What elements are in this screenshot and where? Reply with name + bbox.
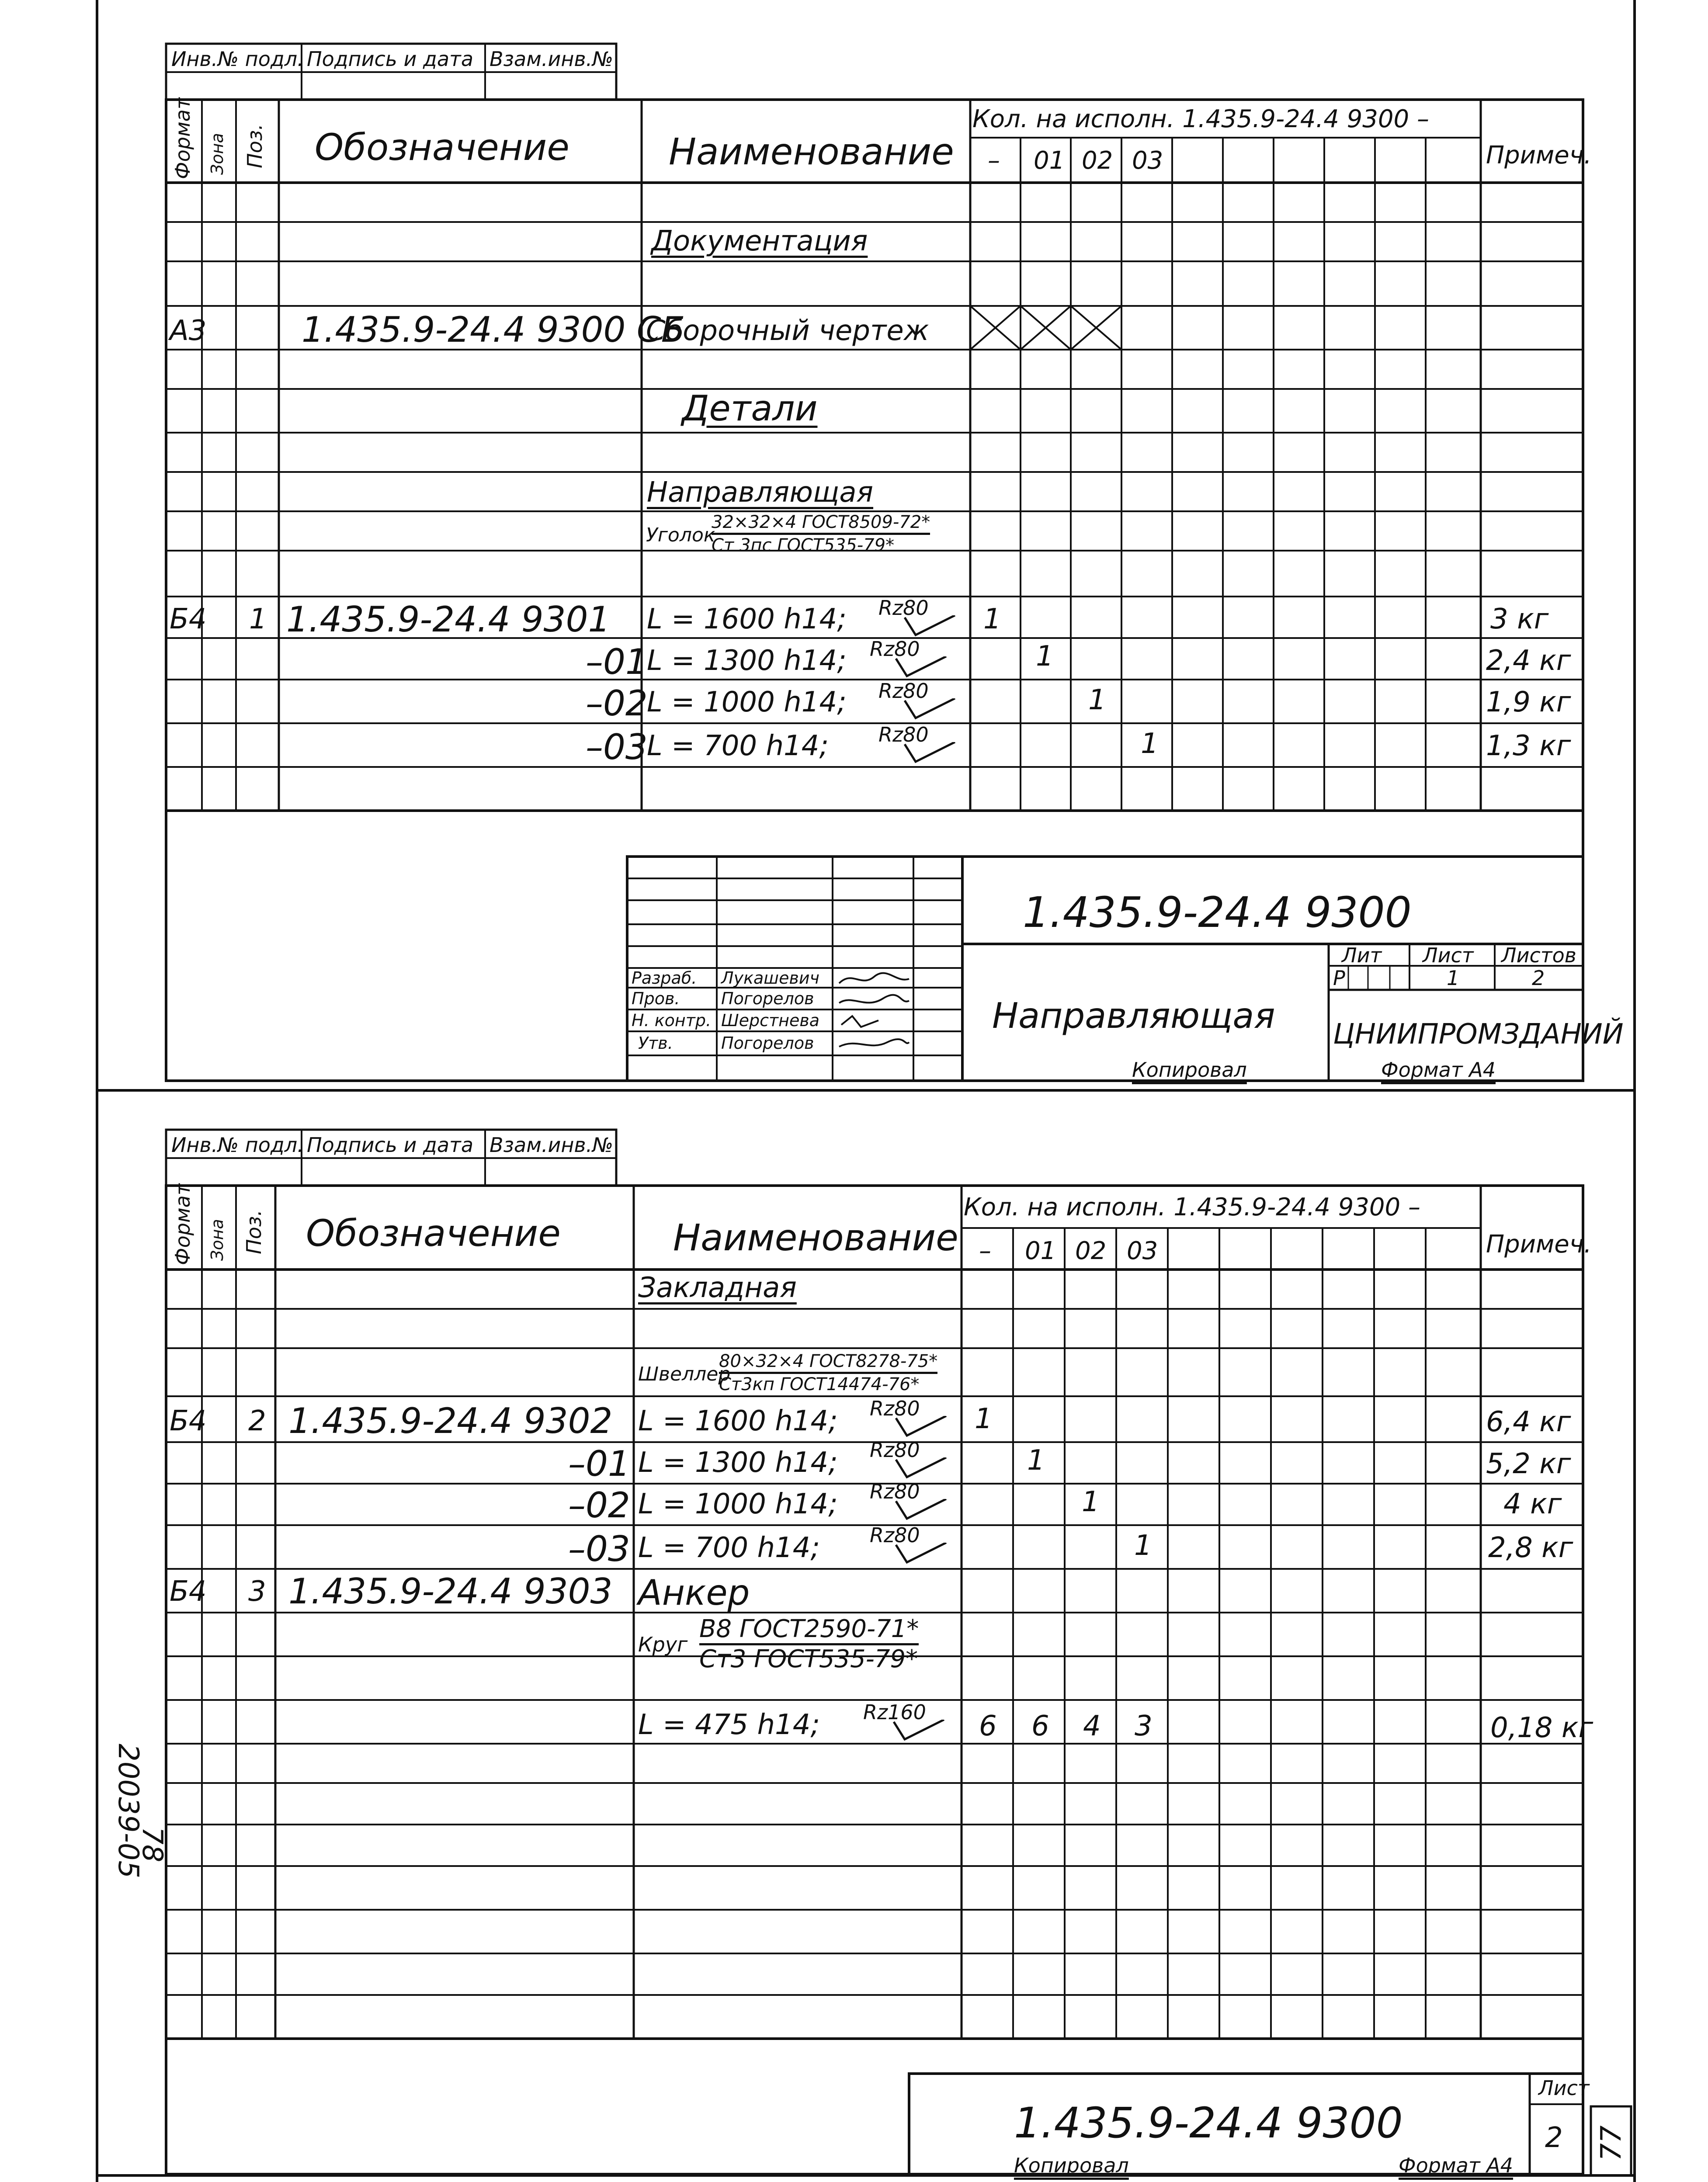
- tb1-lit-value: Р: [1333, 966, 1345, 990]
- row4-name: L = 700 h14;: [647, 730, 829, 762]
- s2-row3-name: L = 1000 h14;: [638, 1488, 838, 1520]
- hdr-qty-col-3: 03: [1132, 146, 1163, 175]
- tb2-sheet-value: 2: [1545, 2122, 1563, 2154]
- hdr-qty-caption: Кол. на исполн. 1.435.9-24.4 9300 –: [972, 105, 1429, 133]
- row4-designation: –03: [586, 727, 648, 767]
- tb1-sheet-value: 1: [1447, 966, 1460, 990]
- s2-row4-name: L = 700 h14;: [638, 1532, 820, 1564]
- row-asm-name: Сборочный чертеж: [646, 315, 929, 347]
- s2-material-1-num: 80×32×4 ГОСТ8278-75*: [719, 1353, 937, 1374]
- hdr-qty-col-1: 01: [1034, 146, 1065, 175]
- s2-row3-roughness: [870, 1481, 920, 1502]
- s2-row2-rz-label: Rz80: [870, 1438, 920, 1462]
- s2-row6-qty-3: 3: [1135, 1710, 1153, 1742]
- row1-note: 3 кг: [1490, 603, 1549, 635]
- s2-row4-note: 2,8 кг: [1488, 1532, 1573, 1564]
- hdr-note: Примеч.: [1486, 141, 1592, 170]
- tb1-role-1: Пров.: [632, 989, 680, 1008]
- archive-sheet: 78: [136, 1827, 168, 1863]
- s2-row6-qty-0: 6: [979, 1710, 997, 1742]
- row1-rz-label: Rz80: [878, 596, 929, 620]
- tb1-doc-number: 1.435.9-24.4 9300: [1023, 888, 1412, 937]
- s2-hdr-qty-caption: Кол. на исполн. 1.435.9-24.4 9300 –: [964, 1193, 1420, 1221]
- s2-row1-format: Б4: [170, 1405, 207, 1437]
- s2-row6-qty-1: 6: [1031, 1710, 1049, 1742]
- row2-roughness: [870, 639, 920, 659]
- tb1-name-1: Погорелов: [721, 989, 814, 1008]
- s2-row6-qty-2: 4: [1083, 1710, 1101, 1742]
- s2-row2-roughness: [870, 1440, 920, 1460]
- s2-row1-roughness: [870, 1398, 920, 1419]
- hdr-qty-col-2: 02: [1082, 146, 1113, 175]
- row3-note: 1,9 кг: [1486, 686, 1571, 718]
- tb1-role-2: Н. контр.: [632, 1011, 712, 1030]
- s2-row1-rz-label: Rz80: [870, 1397, 920, 1420]
- s2-row1-designation: 1.435.9-24.4 9302: [288, 1401, 613, 1441]
- s2-row2-designation: –01: [568, 1443, 630, 1484]
- tb2-sheet-label: Лист: [1538, 2076, 1590, 2100]
- sheet1-format: Формат А4: [1381, 1058, 1496, 1082]
- material-1-den: Ст 3пс ГОСТ535-79*: [712, 535, 895, 555]
- s2-row5-format: Б4: [170, 1575, 207, 1608]
- stamp-inv-no: Инв.№ подл.: [171, 47, 304, 71]
- tb1-sheet-label: Лист: [1423, 944, 1474, 967]
- s2-material-1-prefix: Швеллер: [638, 1363, 731, 1385]
- s2-row6-rz-label: Rz160: [863, 1700, 926, 1724]
- hdr-name: Наименование: [669, 130, 954, 173]
- row3-rz-label: Rz80: [878, 679, 929, 703]
- s2-material-2-num: В8 ГОСТ2590-71*: [699, 1617, 919, 1645]
- row1-name: L = 1600 h14;: [647, 603, 847, 635]
- s2-row4-roughness: [870, 1525, 920, 1545]
- page-number: 77: [1595, 2125, 1628, 2161]
- s2-material-2-prefix: Круг: [638, 1633, 688, 1656]
- s2-row1-name: L = 1600 h14;: [638, 1405, 838, 1437]
- s2-hdr-format: Формат: [171, 1183, 194, 1265]
- sheet2-copied: Копировал: [1014, 2154, 1129, 2177]
- archive-number: 20039-05: [112, 1744, 144, 1879]
- s2-hdr-qty-col-0: –: [979, 1237, 991, 1265]
- s2-row2-note: 5,2 кг: [1486, 1448, 1571, 1480]
- row-asm-designation: 1.435.9-24.4 9300 СБ: [302, 309, 685, 350]
- s2-row2-name: L = 1300 h14;: [638, 1447, 838, 1479]
- stamp-vzam: Взам.инв.№: [489, 47, 614, 71]
- s2-row4-qty: 1: [1134, 1530, 1152, 1562]
- row2-designation: –01: [586, 642, 648, 682]
- tb1-role-3: Утв.: [638, 1034, 673, 1053]
- s2-material-1-den: Ст3кп ГОСТ14474-76*: [719, 1374, 920, 1395]
- row1-pos: 1: [249, 603, 267, 635]
- part-name-1: Направляющая: [647, 476, 874, 509]
- s2-stamp-vzam: Взам.инв.№: [489, 1133, 614, 1157]
- row3-roughness: [878, 681, 929, 701]
- s2-row5-pos: 3: [248, 1575, 266, 1608]
- s2-hdr-zone: Зона: [208, 1219, 227, 1261]
- s2-row5-name: Анкер: [638, 1572, 750, 1613]
- row3-name: L = 1000 h14;: [647, 686, 847, 718]
- s2-row2-qty: 1: [1027, 1444, 1045, 1477]
- row1-qty: 1: [983, 603, 1001, 635]
- hdr-zone: Зона: [208, 133, 227, 175]
- hdr-qty-col-0: –: [988, 146, 1000, 175]
- sheet2-format: Формат А4: [1399, 2154, 1513, 2177]
- tb2-doc-number: 1.435.9-24.4 9300: [1014, 2099, 1403, 2147]
- s2-row3-note: 4 кг: [1503, 1488, 1562, 1520]
- s2-hdr-pos: Поз.: [242, 1210, 266, 1254]
- hdr-pos: Поз.: [243, 124, 267, 168]
- tb1-signatures-icon: [835, 968, 913, 1055]
- s2-hdr-qty-col-3: 03: [1127, 1237, 1158, 1265]
- tb1-sheets-label: Листов: [1501, 944, 1576, 967]
- row1-designation: 1.435.9-24.4 9301: [286, 599, 611, 640]
- material-1-num: 32×32×4 ГОСТ8509-72*: [712, 513, 930, 535]
- tb1-name-0: Лукашевич: [721, 968, 819, 988]
- s2-hdr-qty-col-1: 01: [1025, 1237, 1056, 1265]
- s2-part-name: Закладная: [638, 1272, 797, 1304]
- s2-row1-pos: 2: [248, 1405, 266, 1437]
- s2-hdr-note: Примеч.: [1486, 1230, 1592, 1259]
- row4-note: 1,3 кг: [1486, 730, 1571, 762]
- s2-hdr-qty-col-2: 02: [1075, 1237, 1107, 1265]
- s2-row4-designation: –03: [568, 1529, 630, 1569]
- row4-qty: 1: [1141, 728, 1159, 760]
- tb1-organization: ЦНИИПРОМЗДАНИЙ: [1333, 1018, 1624, 1051]
- s2-row1-qty: 1: [975, 1403, 993, 1435]
- s2-row3-qty: 1: [1082, 1486, 1100, 1518]
- sheet1-copied: Копировал: [1132, 1058, 1247, 1082]
- row1-roughness: [878, 598, 929, 618]
- row2-note: 2,4 кг: [1486, 645, 1571, 677]
- tb1-sheets-value: 2: [1532, 966, 1545, 990]
- s2-hdr-name: Наименование: [673, 1216, 958, 1259]
- tb1-lit-label: Лит: [1342, 944, 1382, 967]
- s2-row1-note: 6,4 кг: [1486, 1406, 1571, 1438]
- s2-stamp-inv-no: Инв.№ подл.: [171, 1133, 304, 1157]
- tb1-name-2: Шерстнева: [721, 1011, 820, 1030]
- material-1-prefix: Уголок: [646, 524, 715, 546]
- stamp-sign-date: Подпись и дата: [307, 47, 474, 71]
- s2-material-2-den: Ст3 ГОСТ535-79*: [699, 1645, 918, 1673]
- row4-roughness: [878, 725, 929, 745]
- tb1-name-3: Погорелов: [721, 1034, 814, 1053]
- row3-qty: 1: [1088, 684, 1106, 716]
- s2-row3-designation: –02: [568, 1485, 630, 1526]
- tb1-title: Направляющая: [992, 996, 1275, 1036]
- row2-rz-label: Rz80: [870, 637, 920, 661]
- section-parts: Детали: [682, 388, 818, 429]
- s2-row6-name: L = 475 h14;: [638, 1709, 820, 1741]
- row1-format: Б4: [170, 603, 207, 635]
- row2-qty: 1: [1036, 640, 1054, 673]
- tb1-role-0: Разраб.: [632, 968, 697, 988]
- hdr-designation: Обозначение: [315, 126, 569, 169]
- s2-stamp-sign-date: Подпись и дата: [307, 1133, 474, 1157]
- row4-rz-label: Rz80: [878, 723, 929, 746]
- s2-row5-designation: 1.435.9-24.4 9303: [288, 1571, 613, 1612]
- row-asm-format: А3: [170, 315, 207, 347]
- s2-hdr-designation: Обозначение: [306, 1212, 561, 1255]
- section-documentation: Документация: [651, 225, 868, 257]
- s2-row6-roughness: [863, 1702, 926, 1722]
- row2-name: L = 1300 h14;: [647, 645, 847, 677]
- s2-row6-note: 0,18 кг: [1490, 1712, 1593, 1744]
- s2-row3-rz-label: Rz80: [870, 1480, 920, 1503]
- row3-designation: –02: [586, 683, 648, 724]
- hdr-format: Формат: [171, 97, 194, 179]
- s2-row4-rz-label: Rz80: [870, 1523, 920, 1547]
